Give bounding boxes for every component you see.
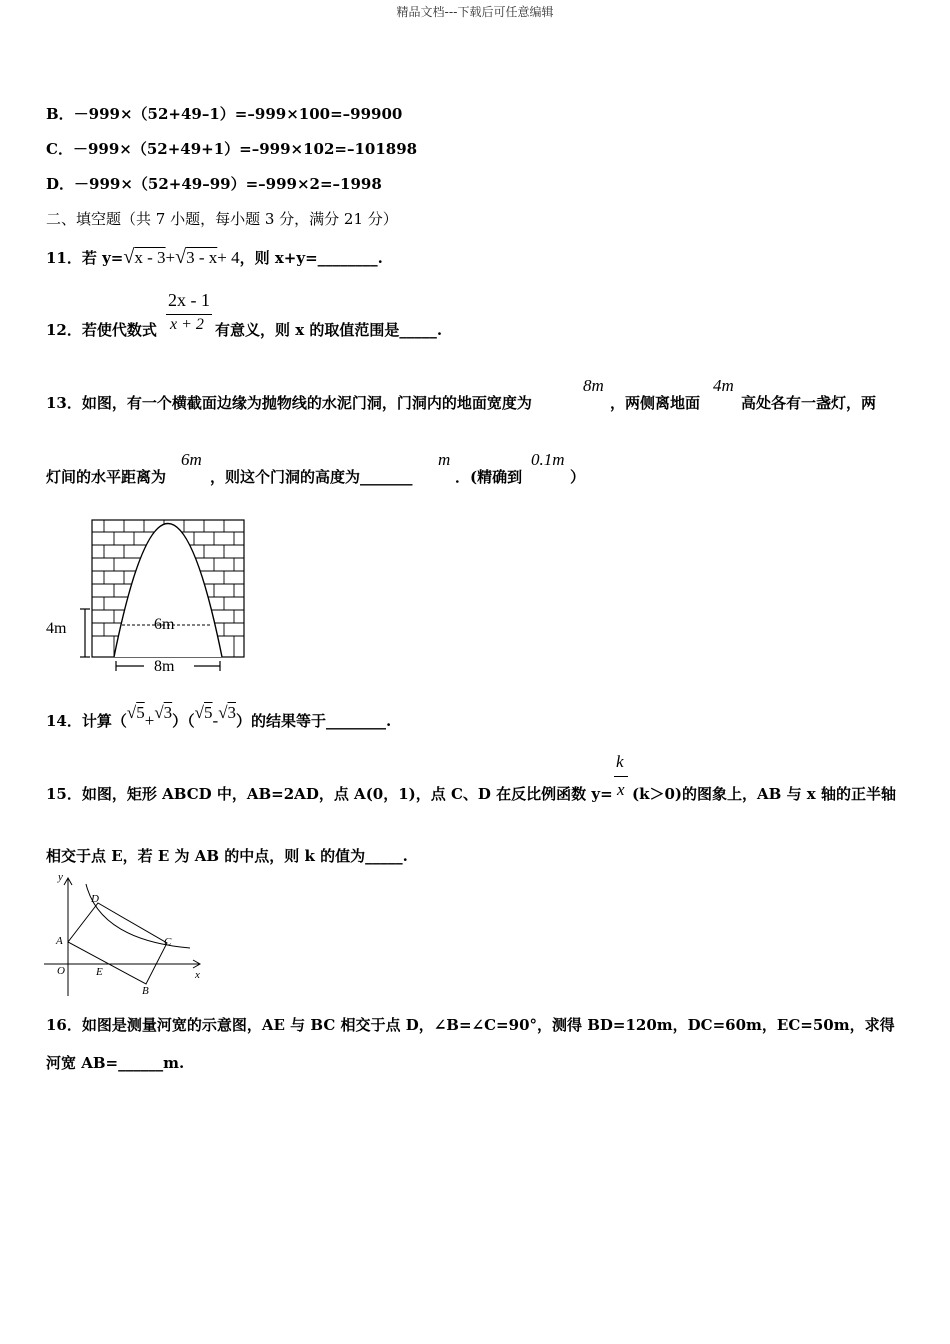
- q11-root2-text: 3 - x: [186, 248, 218, 267]
- q11-prefix: 11．若 y=: [46, 249, 124, 267]
- q14-root3b: √3: [218, 703, 237, 722]
- q14-root5b-text: 5: [204, 703, 213, 722]
- q14-prefix: 14．计算（: [46, 712, 127, 730]
- q13-line2c: ．(精确到: [455, 468, 523, 486]
- q12-denominator: x + 2: [170, 316, 204, 333]
- fig-label-6m: 6m: [154, 616, 175, 633]
- section-title: 二、填空题（共 7 小题，每小题 3 分，满分 21 分）: [46, 210, 398, 228]
- arch-figure: [44, 515, 254, 675]
- q16-line1: 16．如图是测量河宽的示意图，AE 与 BC 相交于点 D，∠B=∠C=90°，测得 BD=120m，DC=60m，EC=50m，求得: [46, 1016, 895, 1034]
- q13-line1a: 13．如图，有一个横截面边缘为抛物线的水泥门洞，门洞内的地面宽度为: [46, 394, 532, 412]
- q14-root5: √5: [126, 703, 145, 722]
- q11-root1: √x - 3: [123, 246, 166, 268]
- q14-root5-text: 5: [136, 703, 145, 722]
- q11-root2: √3 - x: [175, 246, 218, 268]
- rectangle-abcd: [68, 903, 167, 984]
- q15-k: k: [616, 752, 624, 771]
- q13-line1c: 高处各有一盏灯，两: [741, 394, 877, 412]
- q15-line1b: (k＞0)的图象上，AB 与 x 轴的正半轴: [632, 785, 896, 803]
- q11-suffix: ，则 x+y=________.: [239, 249, 383, 267]
- q13-6m: 6m: [181, 450, 202, 469]
- q15-line1a: 15．如图，矩形 ABCD 中，AB=2AD，点 A(0，1)，点 C、D 在反比例函数 y=: [46, 785, 613, 803]
- label-x: x: [195, 969, 200, 981]
- label-b: B: [142, 985, 149, 997]
- label-y: y: [58, 871, 63, 883]
- label-c: C: [164, 936, 172, 948]
- q14-minus: -: [212, 711, 219, 730]
- q12-suffix: 有意义，则 x 的取值范围是_____.: [215, 321, 443, 339]
- q16-line2: 河宽 AB=______m.: [46, 1054, 185, 1072]
- q14-root5b: √5: [194, 703, 213, 722]
- q11-tail: + 4: [217, 248, 240, 267]
- label-o: O: [57, 965, 65, 977]
- q15-fraction-bar: [614, 776, 628, 777]
- q13-line2b: ，则这个门洞的高度为_______: [210, 468, 413, 486]
- fig-label-8m: 8m: [154, 658, 175, 675]
- q14-root3-text: 3: [163, 703, 173, 722]
- label-e: E: [96, 966, 103, 978]
- q13-line2d: ）: [570, 468, 586, 486]
- q15-x: x: [617, 780, 625, 799]
- q13-01m: 0.1m: [531, 450, 565, 469]
- q14-suffix: ）的结果等于________.: [236, 712, 392, 730]
- q13-unit: m: [438, 450, 451, 469]
- label-d: D: [91, 893, 99, 905]
- q12-numerator: 2x - 1: [168, 290, 210, 310]
- q15-line2: 相交于点 E，若 E 为 AB 的中点，则 k 的值为_____.: [46, 847, 408, 865]
- q11-plus: +: [165, 248, 176, 267]
- q14-mid: ）（: [172, 712, 195, 730]
- fig-label-4m: 4m: [46, 620, 67, 637]
- option-b: B．－999×（52+49–1）=–999×100=–99900: [46, 105, 403, 123]
- rectangle-figure: [40, 870, 210, 1002]
- page-header: 精品文档---下载后可任意编辑: [396, 5, 554, 19]
- q12-prefix: 12．若使代数式: [46, 321, 157, 339]
- q13-8m: 8m: [583, 376, 604, 395]
- option-c: C．－999×（52+49+1）=–999×102=–101898: [46, 140, 418, 158]
- q14-plus: +: [144, 711, 155, 730]
- q13-4m: 4m: [713, 376, 734, 395]
- label-a: A: [56, 935, 63, 947]
- q14-root3: √3: [154, 703, 173, 722]
- question-11: [46, 246, 383, 269]
- question-14: [46, 703, 392, 731]
- q13-line1b: ，两侧离地面: [610, 394, 701, 412]
- q12-fraction-bar: [166, 314, 212, 315]
- hyperbola-curve: [86, 884, 190, 948]
- q14-root3b-text: 3: [227, 703, 237, 722]
- q11-root1-text: x - 3: [134, 248, 166, 267]
- option-d: D．－999×（52+49–99）=–999×2=–1998: [46, 175, 382, 193]
- parabola-arch: [114, 524, 222, 658]
- q13-line2a: 灯间的水平距离为: [46, 468, 167, 486]
